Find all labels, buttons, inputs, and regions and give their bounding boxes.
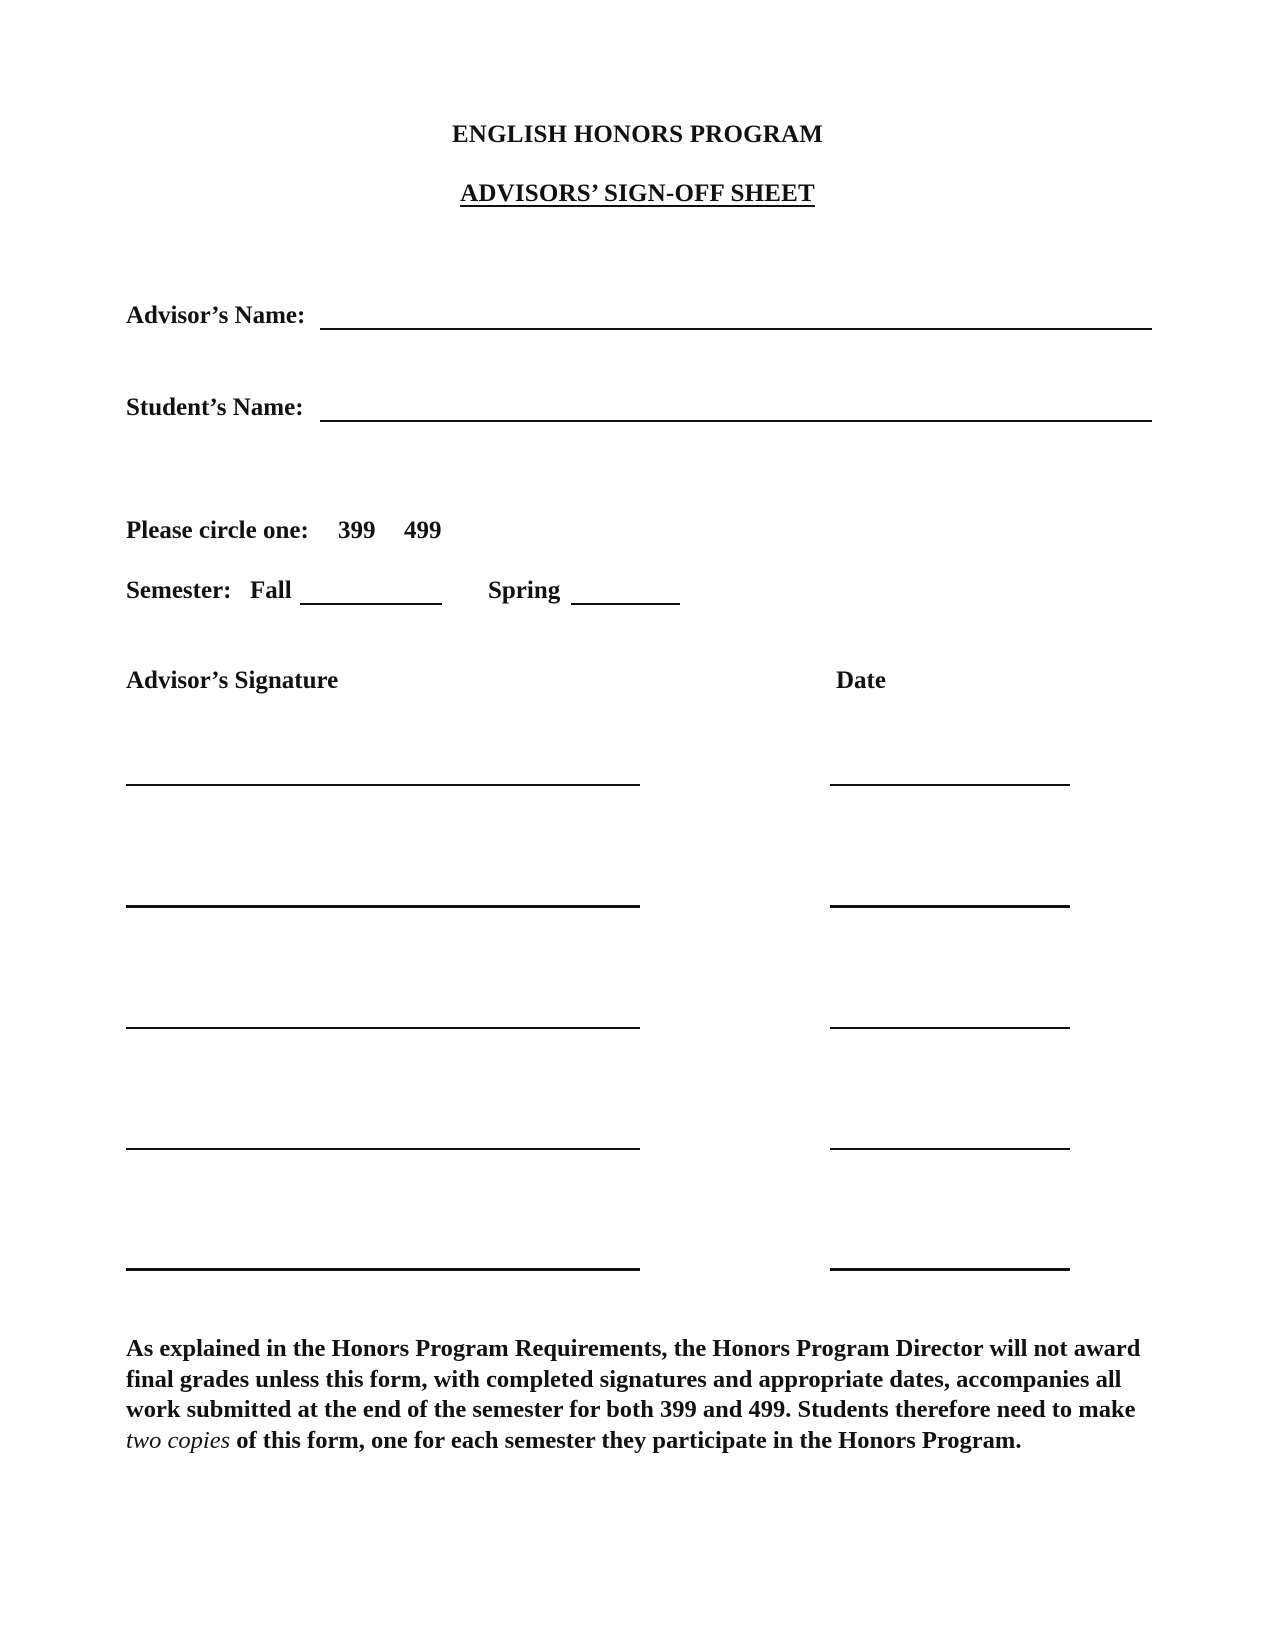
signature-line[interactable] [126, 784, 640, 786]
instructions-paragraph [126, 1334, 1166, 1456]
date-line[interactable] [830, 905, 1070, 908]
semester-label: Semester: [126, 577, 232, 604]
course-option-499[interactable]: 499 [404, 517, 442, 544]
date-column-header: Date [836, 667, 886, 694]
date-line[interactable] [830, 1148, 1070, 1150]
student-name-label: Student’s Name: [126, 394, 304, 421]
course-option-399[interactable]: 399 [338, 517, 376, 544]
instructions-emphasis: two copies [126, 1426, 231, 1454]
spring-label: Spring [488, 577, 561, 604]
fall-field[interactable] [300, 603, 442, 605]
date-line[interactable] [830, 1268, 1070, 1271]
signature-line[interactable] [126, 1148, 640, 1150]
instructions-text-end: of this form, one for each semester they participate in the Honors Program. [230, 1426, 1022, 1454]
advisor-name-field[interactable] [320, 328, 1152, 330]
signature-line[interactable] [126, 1268, 640, 1271]
signature-column-header: Advisor’s Signature [126, 667, 339, 694]
student-name-field[interactable] [320, 420, 1152, 422]
advisor-name-label: Advisor’s Name: [126, 302, 306, 329]
instructions-text-start: As explained in the Honors Program Requirements, the Honors Program Director will not award final grades unless this form, with completed signatures and appropriate dates, accompanies all work submitted at the end of the semester for both 399 and 499. Students therefore need to make [126, 1335, 1141, 1423]
signature-line[interactable] [126, 1027, 640, 1029]
signature-line[interactable] [126, 905, 640, 908]
form-title: ENGLISH HONORS PROGRAM [451, 121, 824, 148]
date-line[interactable] [830, 784, 1070, 786]
form-subtitle: ADVISORS’ SIGN-OFF SHEET [460, 180, 815, 207]
course-prompt: Please circle one: [126, 517, 309, 544]
fall-label: Fall [250, 577, 292, 604]
date-line[interactable] [830, 1027, 1070, 1029]
spring-field[interactable] [571, 603, 680, 605]
